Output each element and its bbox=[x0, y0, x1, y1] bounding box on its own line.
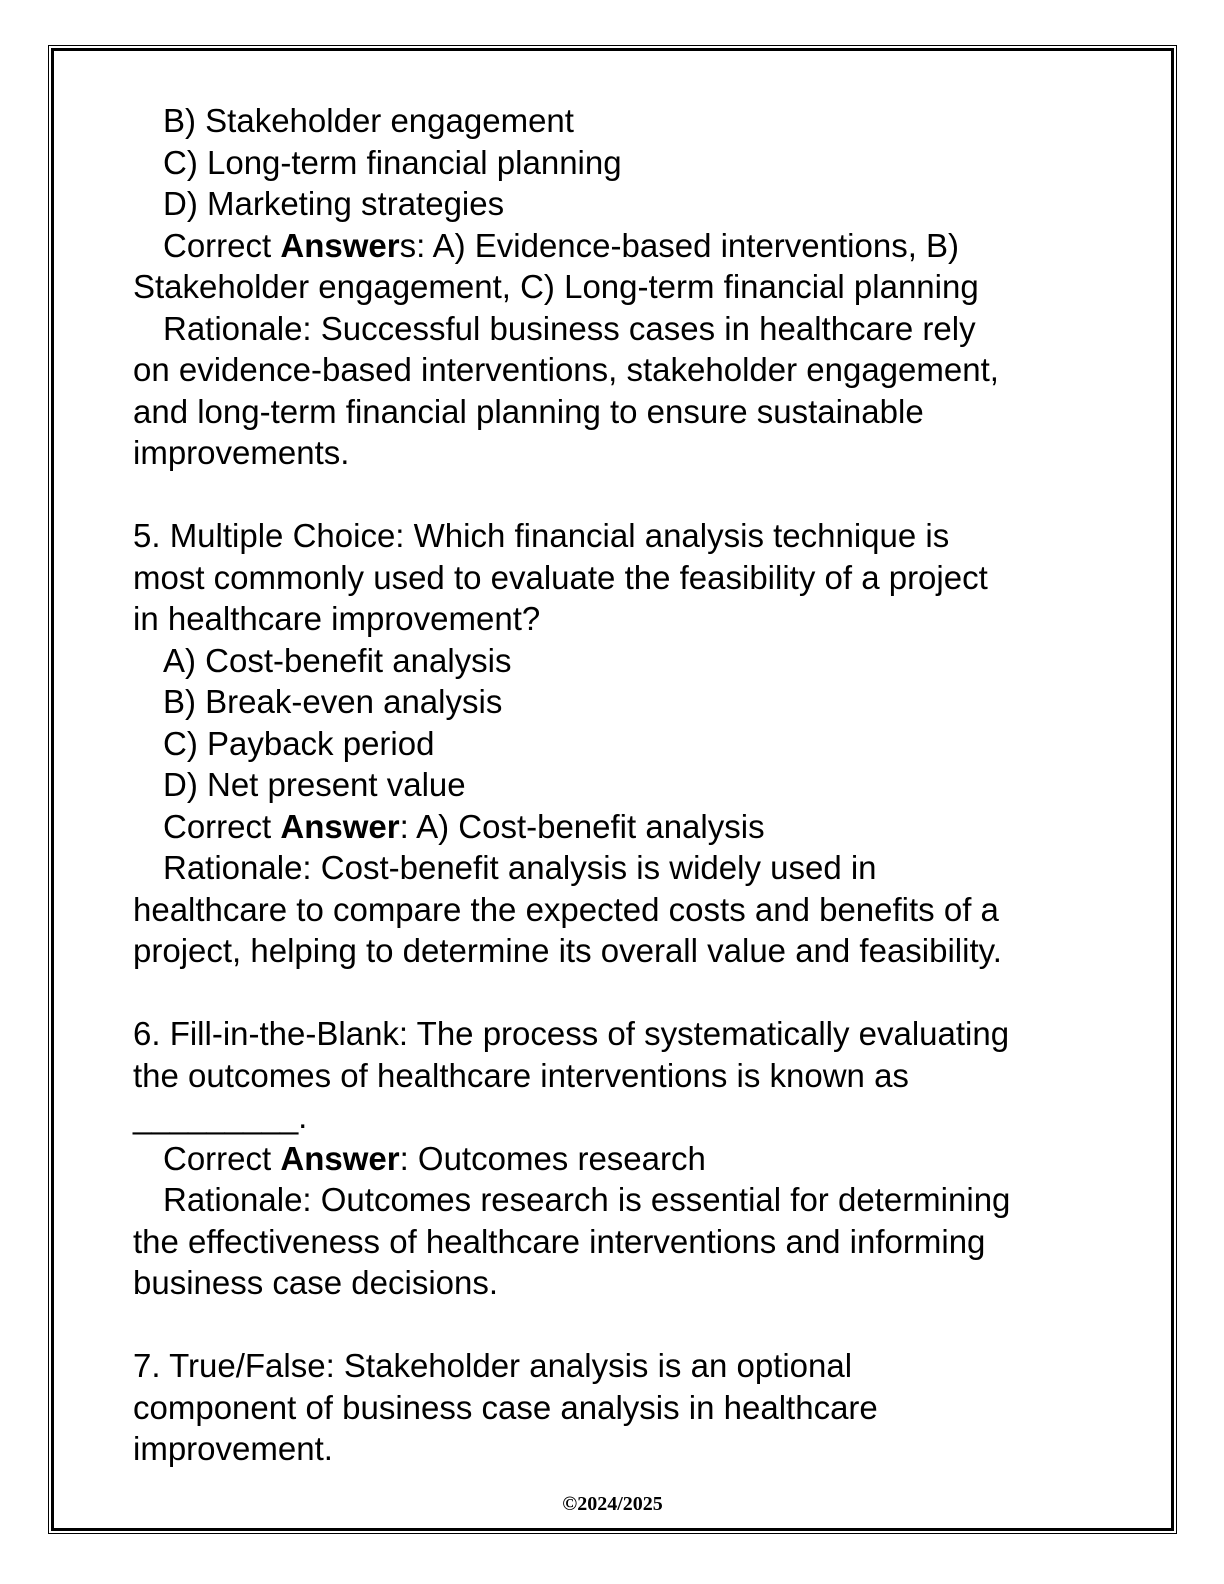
text-line bbox=[133, 723, 1123, 765]
text-line bbox=[133, 598, 1123, 640]
body-text: C) Payback period bbox=[163, 724, 435, 762]
bold-text: Answer bbox=[280, 807, 400, 845]
body-text: Stakeholder engagement, C) Long-term financial planning bbox=[133, 268, 979, 305]
text-line bbox=[133, 515, 1123, 557]
text-line bbox=[133, 100, 1123, 142]
body-text: : A) Cost-benefit analysis bbox=[399, 807, 765, 845]
body-text: Rationale: Cost-benefit analysis is widely used in bbox=[163, 849, 877, 886]
body-text: D) Net present value bbox=[163, 766, 466, 803]
text-line bbox=[133, 1138, 1123, 1180]
body-text: business case decisions. bbox=[133, 1264, 499, 1301]
body-text: most commonly used to evaluate the feasibility of a project bbox=[133, 558, 988, 596]
body-text: the effectiveness of healthcare interventions and informing bbox=[133, 1222, 986, 1260]
text-line bbox=[133, 889, 1123, 931]
text-line bbox=[133, 806, 1123, 848]
text-line bbox=[133, 1345, 1123, 1387]
body-text: and long-term financial planning to ensure sustainable bbox=[133, 392, 924, 430]
blank-line bbox=[133, 474, 1123, 516]
text-line bbox=[133, 1262, 1123, 1304]
text-line bbox=[133, 1428, 1123, 1470]
body-text: 6. Fill-in-the-Blank: The process of systematically evaluating bbox=[133, 1015, 1010, 1052]
body-text: Rationale: Outcomes research is essential for determining bbox=[163, 1181, 1011, 1218]
copyright-footer: ©2024/2025 bbox=[562, 1493, 663, 1515]
body-text: s: A) Evidence-based interventions, B) bbox=[399, 226, 960, 264]
blank-line bbox=[133, 972, 1123, 1014]
body-text: Correct bbox=[163, 807, 281, 845]
body-text: improvements. bbox=[133, 434, 350, 471]
text-line bbox=[133, 847, 1123, 889]
body-text: in healthcare improvement? bbox=[133, 600, 541, 637]
text-line bbox=[133, 349, 1123, 391]
body-text: healthcare to compare the expected costs and benefits of a bbox=[133, 890, 999, 928]
text-line bbox=[133, 225, 1123, 267]
body-text: on evidence-based interventions, stakeholder engagement, bbox=[133, 351, 999, 388]
text-line bbox=[133, 266, 1123, 308]
text-line bbox=[133, 640, 1123, 682]
body-text: 5. Multiple Choice: Which financial analysis technique is bbox=[133, 517, 950, 554]
body-text: D) Marketing strategies bbox=[163, 185, 505, 222]
bold-text: Answer bbox=[280, 1139, 400, 1177]
document-lines bbox=[133, 100, 1123, 1470]
body-text: Correct bbox=[163, 226, 281, 264]
text-line bbox=[133, 308, 1123, 350]
text-line bbox=[133, 1013, 1123, 1055]
text-line bbox=[133, 183, 1123, 225]
body-text: B) Stakeholder engagement bbox=[163, 102, 574, 139]
body-text: improvement. bbox=[133, 1430, 333, 1467]
body-text: : Outcomes research bbox=[399, 1139, 706, 1177]
body-text: project, helping to determine its overall value and feasibility. bbox=[133, 932, 1002, 969]
body-text: B) Break-even analysis bbox=[163, 683, 503, 720]
text-line bbox=[133, 391, 1123, 433]
text-line bbox=[133, 930, 1123, 972]
text-line bbox=[133, 764, 1123, 806]
blank-line bbox=[133, 1304, 1123, 1346]
text-line bbox=[133, 432, 1123, 474]
body-text: the outcomes of healthcare interventions is known as bbox=[133, 1056, 909, 1094]
text-line bbox=[133, 1055, 1123, 1097]
body-text: _________. bbox=[133, 1098, 308, 1135]
bold-text: Answer bbox=[280, 226, 400, 264]
body-text: 7. True/False: Stakeholder analysis is an optional bbox=[133, 1347, 853, 1384]
text-line bbox=[133, 1179, 1123, 1221]
body-text: Rationale: Successful business cases in healthcare rely bbox=[163, 309, 976, 347]
text-line bbox=[133, 1096, 1123, 1138]
text-line bbox=[133, 1221, 1123, 1263]
body-text: component of business case analysis in healthcare bbox=[133, 1388, 878, 1426]
body-text: A) Cost-benefit analysis bbox=[163, 641, 512, 679]
text-line bbox=[133, 1387, 1123, 1429]
text-line bbox=[133, 142, 1123, 184]
text-line bbox=[133, 557, 1123, 599]
body-text: Correct bbox=[163, 1139, 281, 1177]
body-text: C) Long-term financial planning bbox=[163, 143, 622, 181]
text-line bbox=[133, 681, 1123, 723]
